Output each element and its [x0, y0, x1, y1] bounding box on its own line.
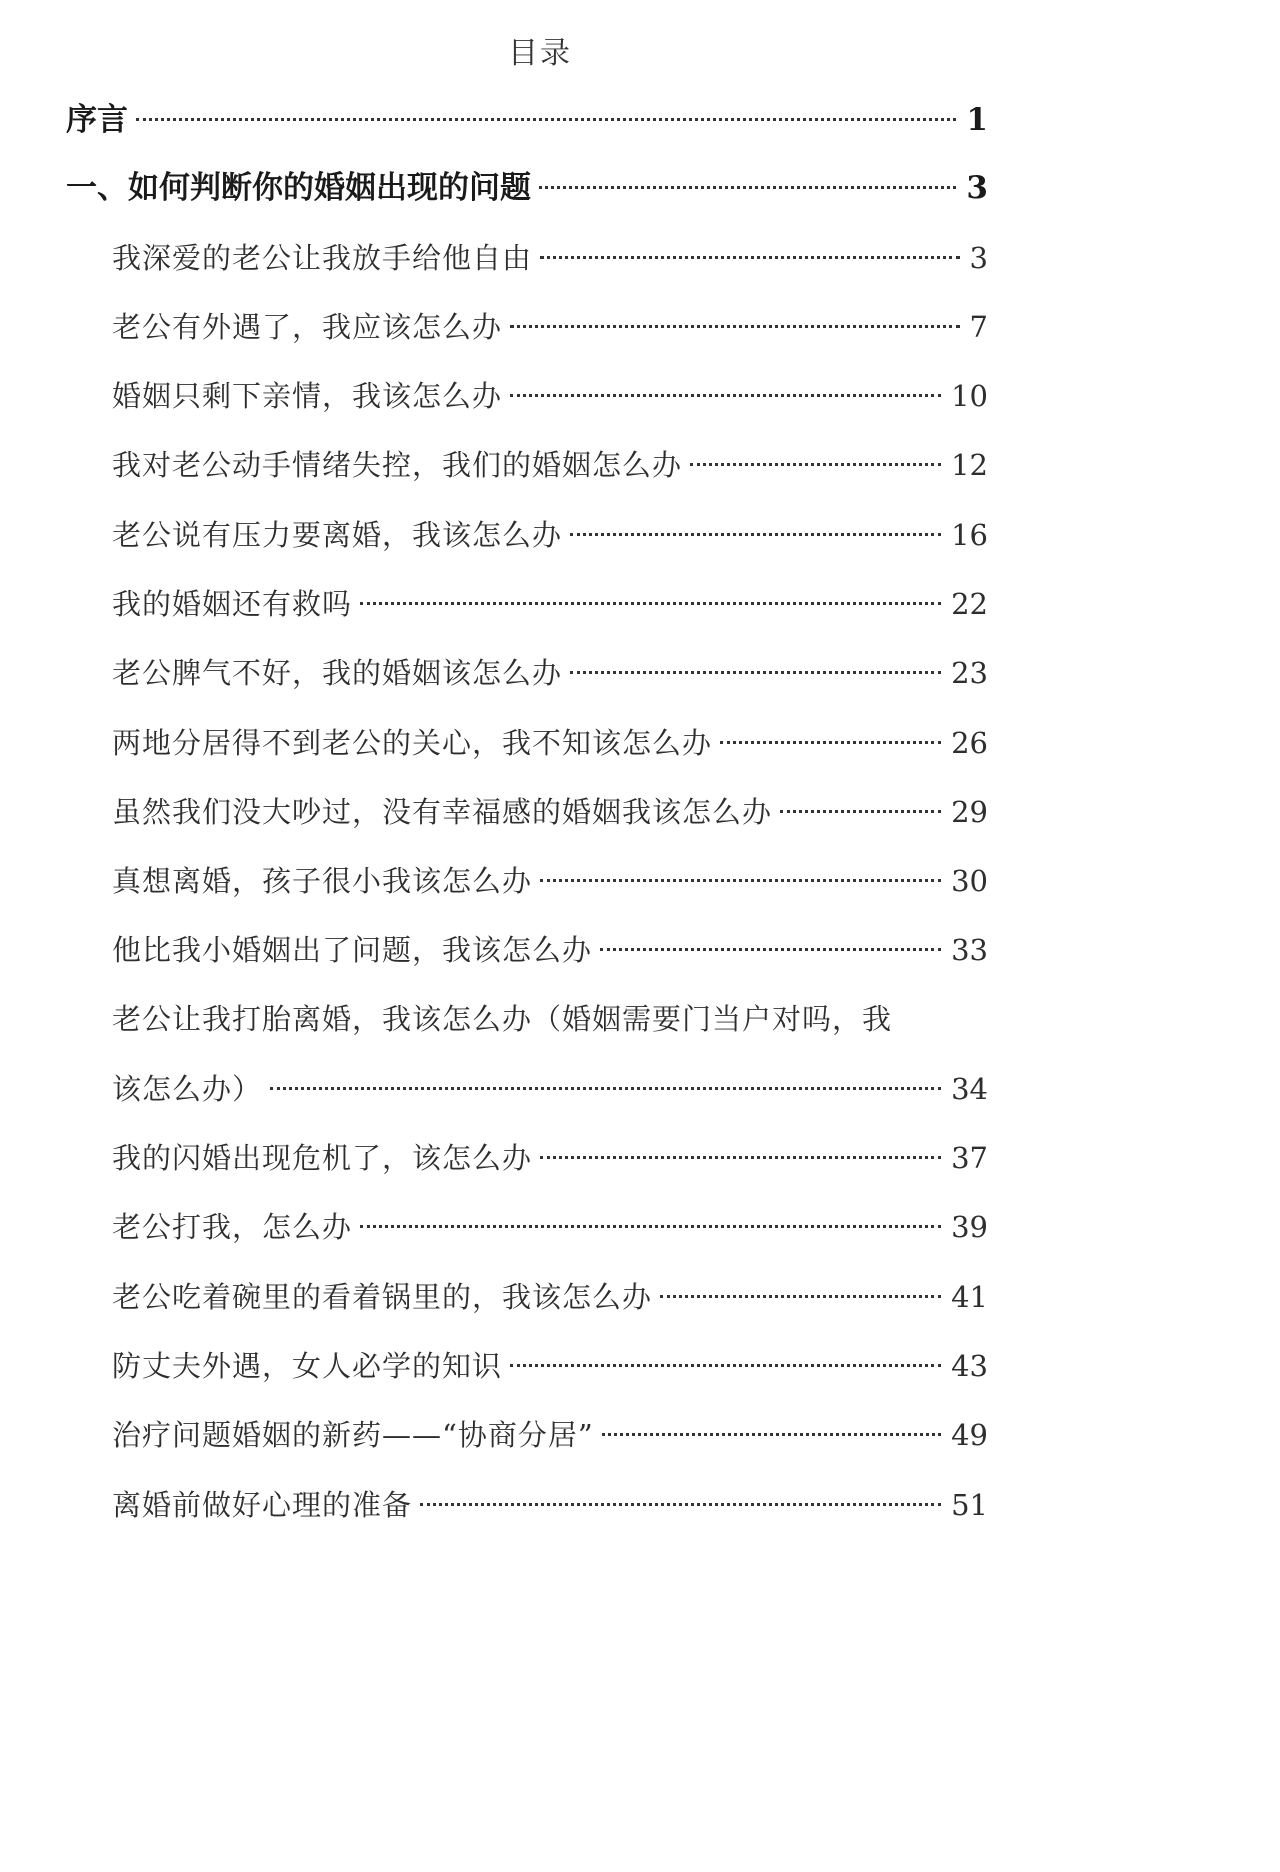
toc-entry-label: 我深爱的老公让我放手给他自由 [112, 241, 533, 275]
toc-entry[interactable] [112, 371, 988, 421]
toc-entry[interactable] [112, 579, 988, 629]
toc-entry-label: 老公有外遇了，我应该怎么办 [112, 310, 503, 344]
toc-page-number: 39 [951, 1210, 988, 1244]
dot-leader [720, 741, 941, 744]
toc-page-number: 3 [969, 241, 988, 275]
dot-leader [539, 186, 956, 189]
dot-leader [510, 394, 941, 397]
toc-page-number: 26 [951, 726, 988, 760]
dot-leader [540, 1156, 941, 1159]
toc-entry-label: 两地分居得不到老公的关心，我不知该怎么办 [112, 726, 713, 760]
toc-entry[interactable] [112, 1410, 988, 1460]
toc-entry-label: 防丈夫外遇，女人必学的知识 [112, 1349, 503, 1383]
toc-entry-preface[interactable] [66, 95, 988, 145]
toc-entry[interactable] [112, 233, 988, 283]
toc-page-number: 23 [951, 656, 988, 690]
dot-leader [360, 1225, 941, 1228]
toc-entry-label: 他比我小婚姻出了问题，我该怎么办 [112, 933, 593, 967]
toc-entry-label: 治疗问题婚姻的新药——“协商分居” [112, 1418, 594, 1452]
toc-page-number: 34 [951, 1072, 988, 1106]
dot-leader [570, 671, 941, 674]
toc-page-number: 30 [951, 864, 988, 898]
toc-page-number: 7 [969, 310, 988, 344]
toc-entry[interactable] [112, 1202, 988, 1252]
dot-leader [420, 1503, 941, 1506]
toc-entry[interactable] [112, 1480, 988, 1530]
dot-leader [136, 118, 956, 121]
toc-entry[interactable] [112, 787, 988, 837]
toc-page-number: 1 [966, 102, 988, 138]
dot-leader [540, 879, 941, 882]
dot-leader [540, 256, 960, 259]
toc-entry-label: 离婚前做好心理的准备 [112, 1488, 413, 1522]
toc-entry[interactable] [112, 1341, 988, 1391]
dot-leader [510, 1364, 941, 1367]
toc-entry[interactable] [112, 302, 988, 352]
toc-entry[interactable] [112, 510, 988, 560]
toc-entry-label: 我的婚姻还有救吗 [112, 587, 353, 621]
dot-leader [600, 948, 941, 951]
toc-page-number: 10 [951, 379, 988, 413]
toc-entry-label: 老公打我，怎么办 [112, 1210, 353, 1244]
dot-leader [690, 463, 941, 466]
toc-entry[interactable] [112, 718, 988, 768]
toc-entry[interactable] [112, 440, 988, 490]
toc-entry-label: 我的闪婚出现危机了，该怎么办 [112, 1141, 533, 1175]
toc-entry-label: 老公吃着碗里的看着锅里的，我该怎么办 [112, 1280, 653, 1314]
toc-entry-label: 虽然我们没大吵过，没有幸福感的婚姻我该怎么办 [112, 795, 773, 829]
toc-entry-chapter-1[interactable] [66, 163, 988, 213]
toc-page-number: 49 [951, 1418, 988, 1452]
toc-page-number: 12 [951, 448, 988, 482]
dot-leader [660, 1295, 941, 1298]
toc-entry[interactable] [112, 925, 988, 975]
toc-entry-label: 老公说有压力要离婚，我该怎么办 [112, 518, 563, 552]
toc-page-number: 41 [951, 1280, 988, 1314]
toc-entry[interactable] [112, 1133, 988, 1183]
dot-leader [510, 325, 960, 328]
toc-entry-label: 序言 [66, 102, 128, 138]
toc-page-number: 16 [951, 518, 988, 552]
toc-entry-label: 真想离婚，孩子很小我该怎么办 [112, 864, 533, 898]
toc-page-number: 33 [951, 933, 988, 967]
toc-entry-label: 该怎么办） [112, 1072, 263, 1106]
toc-entry[interactable] [112, 1064, 988, 1114]
toc-page-number: 37 [951, 1141, 988, 1175]
toc-entry-label: 一、如何判断你的婚姻出现的问题 [66, 170, 531, 206]
toc-page-number: 51 [951, 1488, 988, 1522]
dot-leader [360, 602, 941, 605]
toc-entry[interactable] [112, 648, 988, 698]
toc-page-number: 3 [966, 170, 988, 206]
dot-leader [602, 1433, 941, 1436]
toc-title: 目录 [508, 36, 572, 71]
dot-leader [270, 1087, 941, 1090]
toc-page-number: 43 [951, 1349, 988, 1383]
toc-entry[interactable] [112, 856, 988, 906]
dot-leader [570, 533, 941, 536]
toc-page-number: 29 [951, 795, 988, 829]
toc-entry-wrapped-first-line[interactable]: 老公让我打胎离婚，我该怎么办（婚姻需要门当户对吗，我 [112, 1002, 893, 1036]
dot-leader [780, 810, 941, 813]
toc-entry[interactable] [112, 1272, 988, 1322]
toc-page-number: 22 [951, 587, 988, 621]
toc-entry-label: 老公脾气不好，我的婚姻该怎么办 [112, 656, 563, 690]
toc-entry-label: 婚姻只剩下亲情，我该怎么办 [112, 379, 503, 413]
toc-entry-label: 我对老公动手情绪失控，我们的婚姻怎么办 [112, 448, 683, 482]
